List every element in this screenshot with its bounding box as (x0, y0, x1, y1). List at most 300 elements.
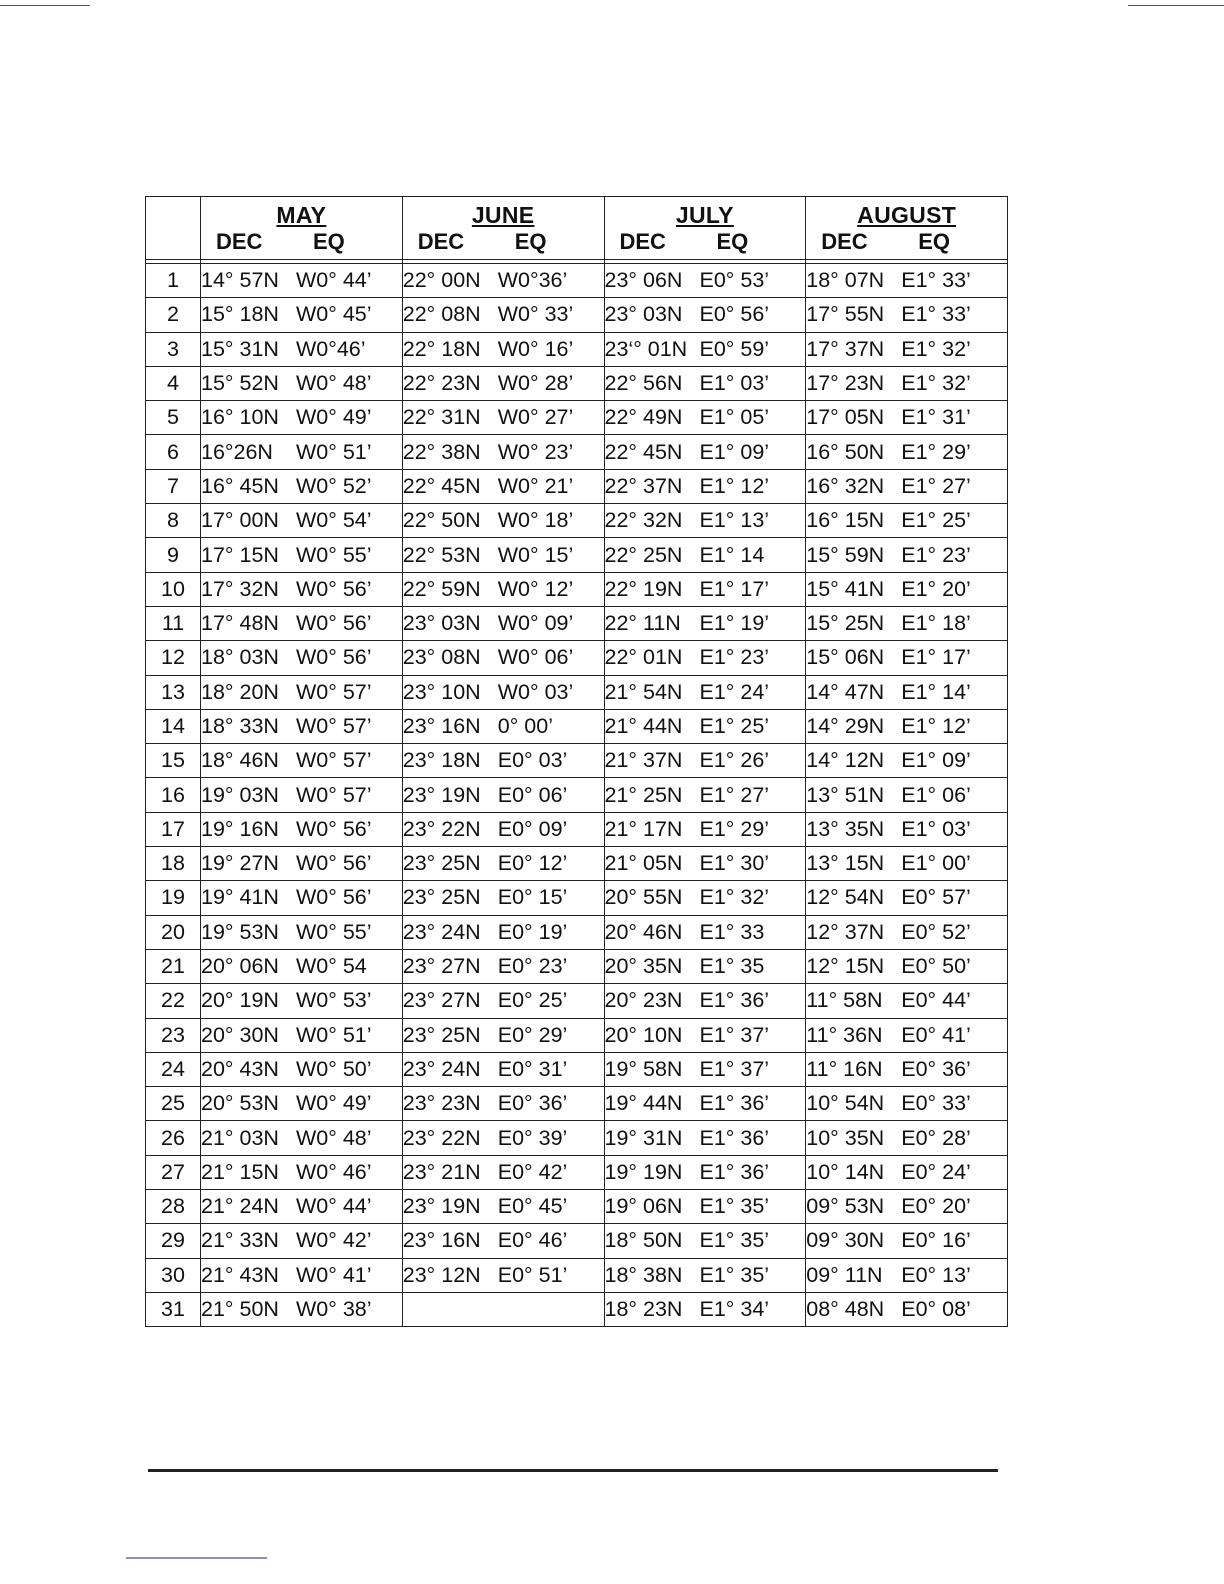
equation-value: E1° 05’ (699, 405, 770, 430)
equation-value: E0° 31’ (497, 1056, 568, 1081)
declination-value: 21° 05N (604, 851, 683, 876)
equation-value: E0° 46’ (497, 1228, 568, 1253)
equation-value: E1° 37’ (699, 1056, 770, 1081)
declination-value: 12° 15N (806, 954, 885, 979)
august-cell (806, 675, 1008, 709)
declination-value: 23° 16N (402, 1228, 481, 1253)
june-cell (402, 1258, 604, 1292)
table-row (146, 881, 1008, 915)
equation-value: E0° 57’ (901, 885, 971, 910)
corner-rule-left (0, 5, 90, 6)
declination-value: 22° 01N (604, 645, 683, 670)
declination-value: 21° 37N (604, 748, 683, 773)
equation-value: E1° 36’ (699, 988, 770, 1013)
declination-value: 21° 50N (201, 1297, 279, 1322)
day-number: 31 (146, 1292, 201, 1326)
day-number: 2 (146, 298, 201, 332)
declination-equation-table (145, 196, 1008, 1327)
month-name: MAY (276, 202, 327, 228)
equation-value: W0° 48’ (296, 371, 372, 396)
declination-value: 19° 41N (201, 885, 279, 910)
table-row (146, 1052, 1008, 1086)
declination-value: 22° 56N (604, 371, 683, 396)
may-cell (201, 435, 403, 469)
declination-value: 18° 20N (201, 679, 279, 704)
declination-value: 11° 58N (806, 988, 883, 1013)
declination-value: 22° 25N (604, 542, 683, 567)
declination-value: 22° 53N (402, 542, 481, 567)
june-cell (402, 1224, 604, 1258)
june-cell (402, 778, 604, 812)
equation-value: W0° 56’ (296, 816, 372, 841)
may-cell (201, 1258, 403, 1292)
declination-value: 23° 16N (402, 714, 481, 738)
equation-value: E1° 09’ (699, 439, 770, 464)
declination-value: 17° 23N (806, 371, 885, 396)
day-number: 29 (146, 1224, 201, 1258)
july-cell (604, 881, 806, 915)
july-cell (604, 572, 806, 606)
equation-value: E1° 35’ (699, 1228, 770, 1253)
july-cell (604, 847, 806, 881)
declination-value: 23° 23N (402, 1091, 481, 1116)
table-row (146, 264, 1008, 298)
equation-value: E0° 45’ (497, 1194, 568, 1219)
july-cell (604, 504, 806, 538)
equation-value: E1° 36’ (699, 1159, 770, 1184)
declination-value: 22° 37N (604, 473, 683, 498)
table-row (146, 1155, 1008, 1189)
may-cell (201, 744, 403, 778)
declination-value: 22° 38N (402, 439, 481, 464)
august-cell (806, 984, 1008, 1018)
august-cell (806, 504, 1008, 538)
equation-value: W0°36’ (497, 268, 568, 293)
july-cell (604, 538, 806, 572)
equation-value: E0° 29’ (497, 1022, 568, 1047)
day-number: 21 (146, 949, 201, 983)
day-number: 12 (146, 641, 201, 675)
declination-value: 10° 14N (806, 1159, 885, 1184)
table-row (146, 1018, 1008, 1052)
equation-value: E1° 36’ (699, 1091, 770, 1116)
equation-value: W0° 03’ (497, 679, 574, 704)
june-cell (402, 1052, 604, 1086)
july-cell (604, 744, 806, 778)
equation-value: E0° 36’ (497, 1091, 568, 1116)
august-cell (806, 1155, 1008, 1189)
declination-value: 23° 24N (402, 1056, 481, 1081)
equation-value: W0° 57’ (296, 714, 372, 738)
equation-value: W0° 48’ (296, 1125, 372, 1150)
june-cell (402, 1155, 604, 1189)
june-cell (402, 1292, 604, 1326)
month-name: JUNE (471, 202, 535, 228)
may-cell (201, 606, 403, 640)
equation-value: 0° 00’ (497, 714, 553, 738)
declination-value: 23° 03N (402, 611, 481, 636)
june-cell (402, 401, 604, 435)
day-number: 24 (146, 1052, 201, 1086)
declination-value: 22° 19N (604, 576, 683, 601)
equation-value: W0° 46’ (296, 1159, 372, 1184)
may-cell (201, 1292, 403, 1326)
declination-value: 20° 30N (201, 1022, 279, 1047)
equation-value: E1° 13’ (699, 508, 770, 533)
table-row (146, 469, 1008, 503)
equation-value: E0° 20’ (901, 1194, 971, 1219)
july-cell (604, 606, 806, 640)
day-number: 20 (146, 915, 201, 949)
june-cell (402, 264, 604, 298)
declination-value: 22° 23N (402, 371, 481, 396)
equation-value: E1° 03’ (699, 371, 770, 396)
may-cell (201, 1190, 403, 1224)
august-cell (806, 641, 1008, 675)
may-cell (201, 675, 403, 709)
declination-value: 22° 32N (604, 508, 683, 533)
august-cell (806, 1292, 1008, 1326)
declination-value: 23‘° 01N (604, 336, 688, 361)
declination-value: 16° 10N (201, 405, 279, 430)
august-cell (806, 881, 1008, 915)
declination-value: 09° 53N (806, 1194, 885, 1219)
equation-value: E0° 33’ (901, 1091, 971, 1116)
dec-label: DEC (216, 229, 263, 254)
equation-value: E1° 19’ (699, 611, 770, 636)
equation-value: E0° 59’ (699, 336, 770, 361)
august-cell (806, 778, 1008, 812)
declination-value: 20° 43N (201, 1056, 279, 1081)
equation-value: E1° 20’ (901, 576, 971, 601)
declination-value: 23° 27N (402, 954, 481, 979)
table-row (146, 641, 1008, 675)
june-cell (402, 504, 604, 538)
declination-value: 16° 45N (201, 473, 279, 498)
may-cell (201, 538, 403, 572)
equation-value: E1° 32’ (901, 336, 971, 361)
day-number: 4 (146, 366, 201, 400)
equation-value: W0°46’ (296, 336, 366, 361)
june-cell (402, 641, 604, 675)
august-cell (806, 1258, 1008, 1292)
equation-value: W0° 56’ (296, 576, 372, 601)
declination-value: 21° 24N (201, 1194, 279, 1219)
declination-value: 20° 10N (604, 1022, 683, 1047)
may-cell (201, 1121, 403, 1155)
equation-value: E0° 16’ (901, 1228, 971, 1253)
may-cell (201, 881, 403, 915)
july-cell (604, 366, 806, 400)
may-cell (201, 1052, 403, 1086)
declination-value: 19° 03N (201, 782, 279, 807)
equation-value: W0° 18’ (497, 508, 574, 533)
may-cell (201, 332, 403, 366)
august-cell (806, 538, 1008, 572)
declination-value: 23° 06N (604, 268, 683, 293)
equation-value: E1° 23’ (699, 645, 770, 670)
equation-value: E1° 18’ (901, 611, 971, 636)
equation-value: W0° 06’ (497, 645, 574, 670)
table-row (146, 1190, 1008, 1224)
equation-value: W0° 12’ (497, 576, 574, 601)
day-number: 16 (146, 778, 201, 812)
declination-value: 19° 58N (604, 1056, 683, 1081)
declination-value: 14° 29N (806, 714, 885, 738)
equation-value: W0° 51’ (296, 439, 372, 464)
table-row (146, 984, 1008, 1018)
day-number: 9 (146, 538, 201, 572)
equation-value: W0° 28’ (497, 371, 574, 396)
equation-value: E1° 35 (699, 954, 765, 979)
month-header (806, 197, 1008, 260)
declination-value: 20° 35N (604, 954, 683, 979)
declination-value: 21° 44N (604, 714, 683, 738)
equation-value: W0° 44’ (296, 268, 372, 293)
declination-value: 13° 35N (806, 816, 885, 841)
august-cell (806, 572, 1008, 606)
corner-rule-right (1128, 5, 1224, 6)
declination-value: 20° 23N (604, 988, 683, 1013)
day-number: 3 (146, 332, 201, 366)
june-cell (402, 435, 604, 469)
declination-value: 21° 25N (604, 782, 683, 807)
declination-value: 12° 54N (806, 885, 885, 910)
june-cell (402, 572, 604, 606)
equation-value: W0° 56’ (296, 645, 372, 670)
june-cell (402, 298, 604, 332)
month-name: AUGUST (857, 202, 957, 228)
declination-value: 20° 19N (201, 988, 279, 1013)
may-cell (201, 401, 403, 435)
declination-value: 23° 25N (402, 1022, 481, 1047)
equation-value: E1° 00’ (901, 851, 971, 876)
table-row (146, 538, 1008, 572)
june-cell (402, 1087, 604, 1121)
day-number: 28 (146, 1190, 201, 1224)
eq-label: EQ (514, 229, 547, 254)
june-cell (402, 366, 604, 400)
may-cell (201, 641, 403, 675)
equation-value: E0° 09’ (497, 816, 568, 841)
day-number: 19 (146, 881, 201, 915)
declination-value: 21° 54N (604, 679, 683, 704)
may-cell (201, 264, 403, 298)
day-number: 7 (146, 469, 201, 503)
declination-value: 19° 44N (604, 1091, 683, 1116)
july-cell (604, 1190, 806, 1224)
equation-value: W0° 33’ (497, 302, 574, 327)
july-cell (604, 641, 806, 675)
equation-value: E1° 30’ (699, 851, 770, 876)
may-cell (201, 1087, 403, 1121)
may-cell (201, 778, 403, 812)
table-row (146, 949, 1008, 983)
declination-value: 16° 32N (806, 473, 885, 498)
table-row (146, 1224, 1008, 1258)
declination-value: 22° 45N (604, 439, 683, 464)
table-body (146, 260, 1008, 1327)
declination-value: 21° 03N (201, 1125, 279, 1150)
equation-value: E1° 35’ (699, 1262, 770, 1287)
june-cell (402, 1018, 604, 1052)
day-number: 27 (146, 1155, 201, 1189)
declination-value: 14° 47N (806, 679, 885, 704)
august-cell (806, 1087, 1008, 1121)
declination-value: 19° 16N (201, 816, 279, 841)
declination-value: 18° 50N (604, 1228, 683, 1253)
eq-label: EQ (313, 229, 345, 254)
declination-value: 18° 33N (201, 714, 279, 738)
june-cell (402, 744, 604, 778)
declination-value: 17° 05N (806, 405, 885, 430)
equation-value: W0° 55’ (296, 542, 372, 567)
declination-value: 23° 19N (402, 1194, 481, 1219)
day-number: 14 (146, 709, 201, 743)
declination-value: 16° 15N (806, 508, 885, 533)
table-row (146, 1121, 1008, 1155)
equation-value: W0° 44’ (296, 1194, 372, 1219)
equation-value: W0° 49’ (296, 405, 372, 430)
table-row (146, 504, 1008, 538)
july-cell (604, 401, 806, 435)
declination-value: 21° 43N (201, 1262, 279, 1287)
equation-value: E1° 29’ (901, 439, 971, 464)
declination-value: 19° 53N (201, 919, 279, 944)
july-cell (604, 1155, 806, 1189)
may-cell (201, 504, 403, 538)
equation-value: E0° 36’ (901, 1056, 971, 1081)
equation-value: W0° 55’ (296, 919, 372, 944)
declination-value: 15° 18N (201, 302, 279, 327)
july-cell (604, 332, 806, 366)
june-cell (402, 709, 604, 743)
equation-value: E1° 06’ (901, 782, 971, 807)
table-row (146, 812, 1008, 846)
may-cell (201, 915, 403, 949)
equation-value: E1° 17’ (901, 645, 971, 670)
equation-value: E0° 08’ (901, 1297, 971, 1322)
may-cell (201, 572, 403, 606)
july-cell (604, 778, 806, 812)
equation-value: E0° 13’ (901, 1262, 971, 1287)
equation-value: E0° 19’ (497, 919, 568, 944)
declination-value: 09° 11N (806, 1262, 883, 1287)
equation-value: W0° 41’ (296, 1262, 372, 1287)
equation-value: E1° 17’ (699, 576, 770, 601)
declination-value: 15° 06N (806, 645, 885, 670)
equation-value: E1° 32’ (901, 371, 971, 396)
declination-value: 19° 06N (604, 1194, 683, 1219)
equation-value: W0° 15’ (497, 542, 574, 567)
declination-value: 22° 00N (402, 268, 481, 293)
declination-value: 12° 37N (806, 919, 885, 944)
day-number: 17 (146, 812, 201, 846)
table-row (146, 366, 1008, 400)
may-cell (201, 298, 403, 332)
equation-value: E0° 24’ (901, 1159, 971, 1184)
july-cell (604, 675, 806, 709)
declination-value: 13° 51N (806, 782, 885, 807)
july-cell (604, 1018, 806, 1052)
day-number: 10 (146, 572, 201, 606)
declination-value: 15° 25N (806, 611, 885, 636)
august-cell (806, 435, 1008, 469)
june-cell (402, 812, 604, 846)
table-row (146, 435, 1008, 469)
august-cell (806, 915, 1008, 949)
declination-value: 14° 57N (201, 268, 279, 293)
declination-value: 22° 49N (604, 405, 683, 430)
declination-value: 19° 19N (604, 1159, 683, 1184)
may-cell (201, 847, 403, 881)
day-number: 6 (146, 435, 201, 469)
day-number: 25 (146, 1087, 201, 1121)
declination-value: 13° 15N (806, 851, 885, 876)
equation-value: E0° 53’ (699, 268, 770, 293)
july-cell (604, 709, 806, 743)
table-row (146, 1292, 1008, 1326)
declination-value: 23° 24N (402, 919, 481, 944)
table-row (146, 778, 1008, 812)
equation-value: E1° 25’ (901, 508, 971, 533)
august-cell (806, 812, 1008, 846)
may-cell (201, 984, 403, 1018)
table-row (146, 401, 1008, 435)
may-cell (201, 1018, 403, 1052)
may-cell (201, 469, 403, 503)
equation-value: W0° 52’ (296, 473, 372, 498)
august-cell (806, 949, 1008, 983)
table-row (146, 847, 1008, 881)
declination-value: 23° 18N (402, 748, 481, 773)
equation-value: E1° 29’ (699, 816, 770, 841)
equation-value: E0° 52’ (901, 919, 971, 944)
july-cell (604, 1052, 806, 1086)
declination-value: 20° 53N (201, 1091, 279, 1116)
july-cell (604, 435, 806, 469)
august-cell (806, 332, 1008, 366)
declination-value: 08° 48N (806, 1297, 885, 1322)
declination-value: 14° 12N (806, 748, 885, 773)
june-cell (402, 538, 604, 572)
declination-value: 16° 50N (806, 439, 885, 464)
declination-value: 10° 54N (806, 1091, 885, 1116)
equation-value: E0° 23’ (497, 954, 568, 979)
declination-value: 15° 41N (806, 576, 885, 601)
declination-value: 15° 31N (201, 336, 279, 361)
equation-value: E1° 26’ (699, 748, 770, 773)
declination-value: 23° 19N (402, 782, 481, 807)
declination-value: 17° 37N (806, 336, 885, 361)
declination-value: 18° 46N (201, 748, 279, 773)
equation-value: E1° 27’ (901, 473, 971, 498)
day-number: 1 (146, 264, 201, 298)
august-cell (806, 1018, 1008, 1052)
equation-value: E1° 35’ (699, 1194, 770, 1219)
equation-value: E1° 03’ (901, 816, 971, 841)
equation-value: E0° 42’ (497, 1159, 568, 1184)
day-number: 8 (146, 504, 201, 538)
may-cell (201, 1224, 403, 1258)
month-header (201, 197, 403, 260)
eq-label: EQ (716, 229, 749, 254)
eq-label: EQ (918, 229, 951, 254)
declination-value: 22° 18N (402, 336, 481, 361)
august-cell (806, 606, 1008, 640)
day-number: 22 (146, 984, 201, 1018)
june-cell (402, 915, 604, 949)
